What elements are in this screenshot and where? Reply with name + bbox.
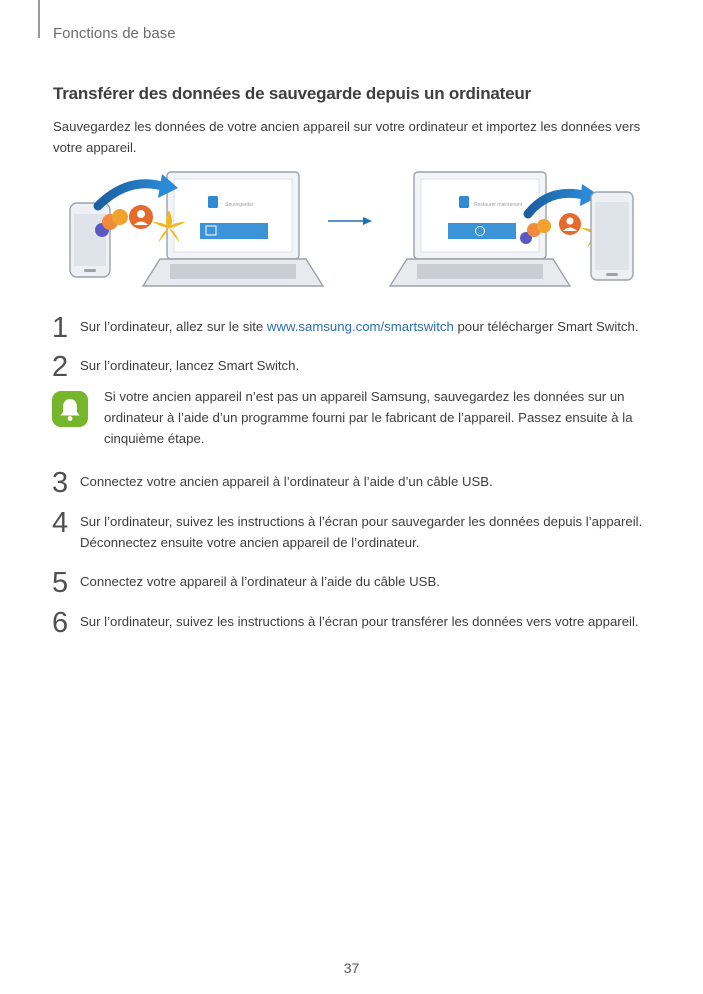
- step-text: Sur l’ordinateur, lancez Smart Switch.: [80, 358, 300, 373]
- upload-arrow: [98, 184, 168, 206]
- step-number: 1: [52, 312, 69, 344]
- page-number: 37: [343, 960, 360, 976]
- step-text-after: pour télécharger Smart Switch.: [453, 319, 639, 334]
- new-phone: [591, 192, 633, 280]
- note-bell-icon: [52, 391, 88, 427]
- step-text: Sur l’ordinateur, suivez les instructions à l’écran pour transférer les données vers votre appareil.: [80, 614, 639, 629]
- backup-transfer-illustration: [60, 166, 650, 296]
- page-title: Transférer des données de sauvegarde depuis un ordinateur: [53, 84, 531, 103]
- left-screen-text: Sauvegarder: [225, 202, 254, 208]
- section-label: Fonctions de base: [53, 25, 176, 42]
- step-text: Connectez votre ancien appareil à l’ordinateur à l’aide d’un câble USB.: [80, 474, 493, 489]
- old-phone: [70, 203, 110, 277]
- intro-paragraph: Sauvegardez les données de votre ancien appareil sur votre ordinateur et importez les données vers votre appareil.: [53, 119, 641, 155]
- step-text: Connectez votre appareil à l’ordinateur à l’aide du câble USB.: [80, 574, 440, 589]
- header-rule: [38, 0, 40, 38]
- step-number: 5: [52, 567, 69, 599]
- step-number: 6: [52, 607, 69, 639]
- note-text: Si votre ancien appareil n’est pas un appareil Samsung, sauvegardez les données sur un ordinateur à l’aide d’un programme fourni par le fabricant de l’appareil. Passez ensuite à la cinquième étape.: [104, 389, 633, 446]
- step-text: [80, 316, 655, 337]
- step-number: 4: [52, 507, 69, 539]
- step-number: 3: [52, 467, 69, 499]
- right-screen-text: Restaurer maintenant: [474, 202, 523, 208]
- transfer-arrow: [328, 217, 372, 225]
- step-number: 2: [52, 351, 69, 383]
- step-text-before: Sur l’ordinateur, allez sur le site: [80, 319, 267, 334]
- step-text: Sur l’ordinateur, suivez les instructions à l’écran pour sauvegarder les données depuis l’appareil. Déconnectez ensuite votre ancien appareil de l’ordinateur.: [80, 514, 643, 550]
- smartswitch-link[interactable]: www.samsung.com/smartswitch: [266, 319, 454, 334]
